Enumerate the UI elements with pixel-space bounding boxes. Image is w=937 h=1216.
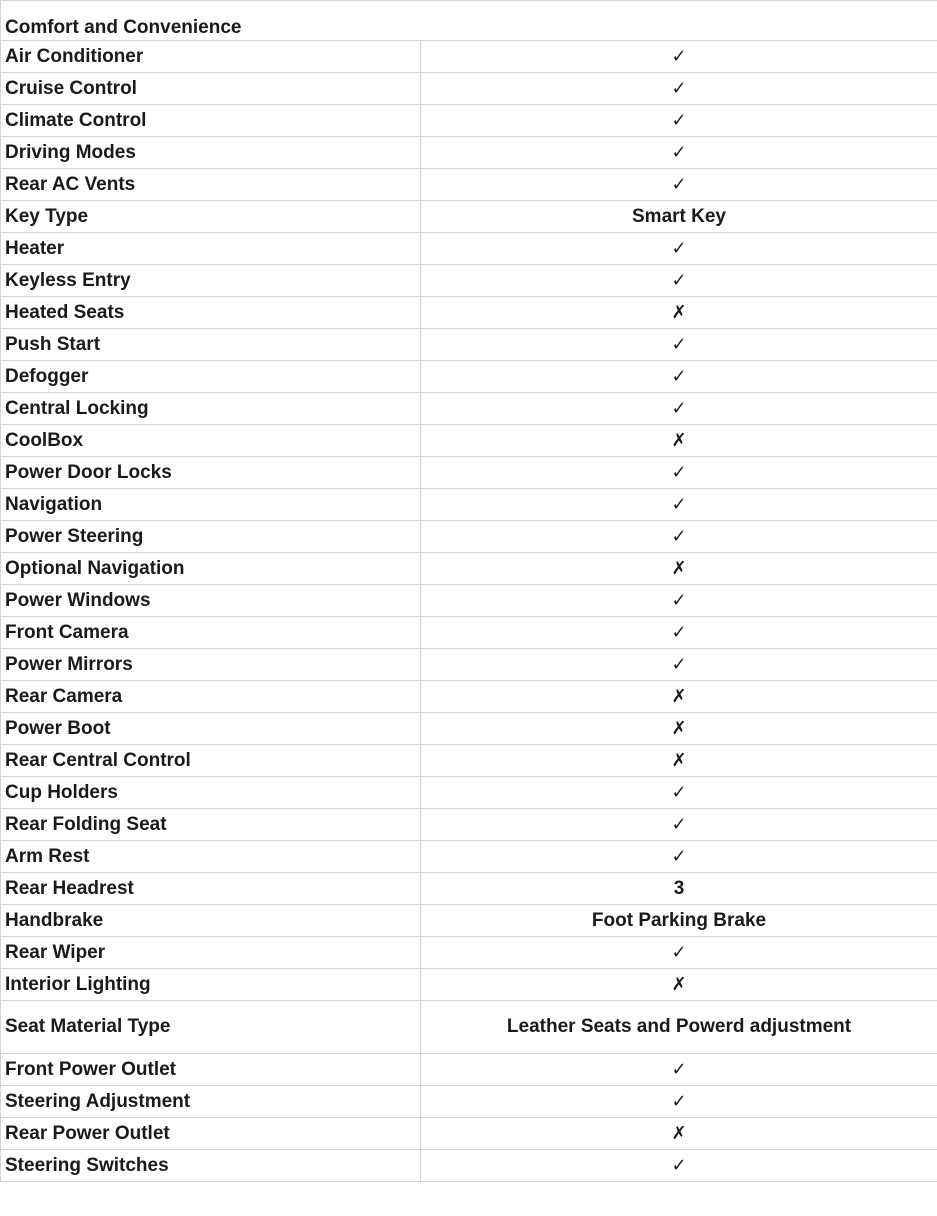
check-icon: ✓ — [421, 649, 937, 681]
feature-name-cell: Interior Lighting — [1, 969, 421, 1001]
feature-name-cell: Rear Wiper — [1, 937, 421, 969]
feature-name-cell: Power Boot — [1, 713, 421, 745]
check-icon: ✓ — [421, 841, 937, 873]
feature-name-cell: Rear Power Outlet — [1, 1118, 421, 1150]
feature-name-cell: Rear Central Control — [1, 745, 421, 777]
table-row — [1, 809, 937, 841]
feature-name-cell: Cruise Control — [1, 73, 421, 105]
feature-name-cell: Rear AC Vents — [1, 169, 421, 201]
feature-name-cell: Optional Navigation — [1, 553, 421, 585]
check-icon: ✓ — [421, 329, 937, 361]
cross-icon: ✗ — [421, 553, 937, 585]
table-row — [1, 1054, 937, 1086]
section-title: Comfort and Convenience — [1, 1, 937, 41]
feature-name-cell: Defogger — [1, 361, 421, 393]
check-icon: ✓ — [421, 105, 937, 137]
feature-name-cell: Power Steering — [1, 521, 421, 553]
feature-name-cell: Climate Control — [1, 105, 421, 137]
feature-name-cell: Rear Camera — [1, 681, 421, 713]
feature-name-cell: Keyless Entry — [1, 265, 421, 297]
cross-icon: ✗ — [421, 297, 937, 329]
table-row — [1, 905, 937, 937]
check-icon: ✓ — [421, 73, 937, 105]
feature-name-cell: Key Type — [1, 201, 421, 233]
feature-value-cell: 3 — [421, 873, 937, 905]
feature-name-cell: Power Door Locks — [1, 457, 421, 489]
feature-name-cell: Steering Switches — [1, 1150, 421, 1182]
check-icon: ✓ — [421, 233, 937, 265]
feature-name-cell: Heated Seats — [1, 297, 421, 329]
check-icon: ✓ — [421, 169, 937, 201]
feature-value-cell: Leather Seats and Powerd adjustment — [421, 1001, 937, 1054]
check-icon: ✓ — [421, 137, 937, 169]
check-icon: ✓ — [421, 937, 937, 969]
table-row — [1, 713, 937, 745]
feature-name-cell: Steering Adjustment — [1, 1086, 421, 1118]
check-icon: ✓ — [421, 1150, 937, 1182]
check-icon: ✓ — [421, 457, 937, 489]
table-row — [1, 1118, 937, 1150]
check-icon: ✓ — [421, 777, 937, 809]
check-icon: ✓ — [421, 1054, 937, 1086]
feature-name-cell: Power Mirrors — [1, 649, 421, 681]
table-row — [1, 105, 937, 137]
table-row — [1, 425, 937, 457]
check-icon: ✓ — [421, 809, 937, 841]
table-row — [1, 233, 937, 265]
check-icon: ✓ — [421, 393, 937, 425]
check-icon: ✓ — [421, 617, 937, 649]
table-row — [1, 361, 937, 393]
table-row — [1, 329, 937, 361]
check-icon: ✓ — [421, 1086, 937, 1118]
feature-name-cell: Heater — [1, 233, 421, 265]
feature-value-cell: Foot Parking Brake — [421, 905, 937, 937]
table-row — [1, 1001, 937, 1054]
cross-icon: ✗ — [421, 425, 937, 457]
feature-name-cell: Front Power Outlet — [1, 1054, 421, 1086]
feature-name-cell: CoolBox — [1, 425, 421, 457]
table-row — [1, 617, 937, 649]
cross-icon: ✗ — [421, 969, 937, 1001]
section-title-row — [1, 1, 937, 41]
table-row — [1, 169, 937, 201]
feature-name-cell: Handbrake — [1, 905, 421, 937]
table-row — [1, 969, 937, 1001]
feature-name-cell: Seat Material Type — [1, 1001, 421, 1054]
table-row — [1, 201, 937, 233]
table-row — [1, 393, 937, 425]
table-row — [1, 777, 937, 809]
cross-icon: ✗ — [421, 1118, 937, 1150]
table-row — [1, 937, 937, 969]
table-row — [1, 265, 937, 297]
cross-icon: ✗ — [421, 745, 937, 777]
table-row — [1, 1150, 937, 1182]
table-row — [1, 41, 937, 73]
table-row — [1, 649, 937, 681]
table-row — [1, 1086, 937, 1118]
table-row — [1, 137, 937, 169]
feature-name-cell: Push Start — [1, 329, 421, 361]
check-icon: ✓ — [421, 265, 937, 297]
check-icon: ✓ — [421, 489, 937, 521]
feature-name-cell: Rear Folding Seat — [1, 809, 421, 841]
cross-icon: ✗ — [421, 713, 937, 745]
check-icon: ✓ — [421, 361, 937, 393]
feature-name-cell: Driving Modes — [1, 137, 421, 169]
table-row — [1, 553, 937, 585]
feature-value-cell: Smart Key — [421, 201, 937, 233]
table-row — [1, 841, 937, 873]
table-row — [1, 489, 937, 521]
feature-name-cell: Front Camera — [1, 617, 421, 649]
table-row — [1, 73, 937, 105]
feature-name-cell: Central Locking — [1, 393, 421, 425]
feature-name-cell: Power Windows — [1, 585, 421, 617]
check-icon: ✓ — [421, 521, 937, 553]
table-row — [1, 297, 937, 329]
feature-name-cell: Air Conditioner — [1, 41, 421, 73]
table-row — [1, 681, 937, 713]
table-row — [1, 457, 937, 489]
table-row — [1, 745, 937, 777]
feature-name-cell: Arm Rest — [1, 841, 421, 873]
feature-name-cell: Cup Holders — [1, 777, 421, 809]
table-row — [1, 585, 937, 617]
table-row — [1, 521, 937, 553]
cross-icon: ✗ — [421, 681, 937, 713]
feature-name-cell: Navigation — [1, 489, 421, 521]
table-row — [1, 873, 937, 905]
feature-name-cell: Rear Headrest — [1, 873, 421, 905]
check-icon: ✓ — [421, 585, 937, 617]
check-icon: ✓ — [421, 41, 937, 73]
